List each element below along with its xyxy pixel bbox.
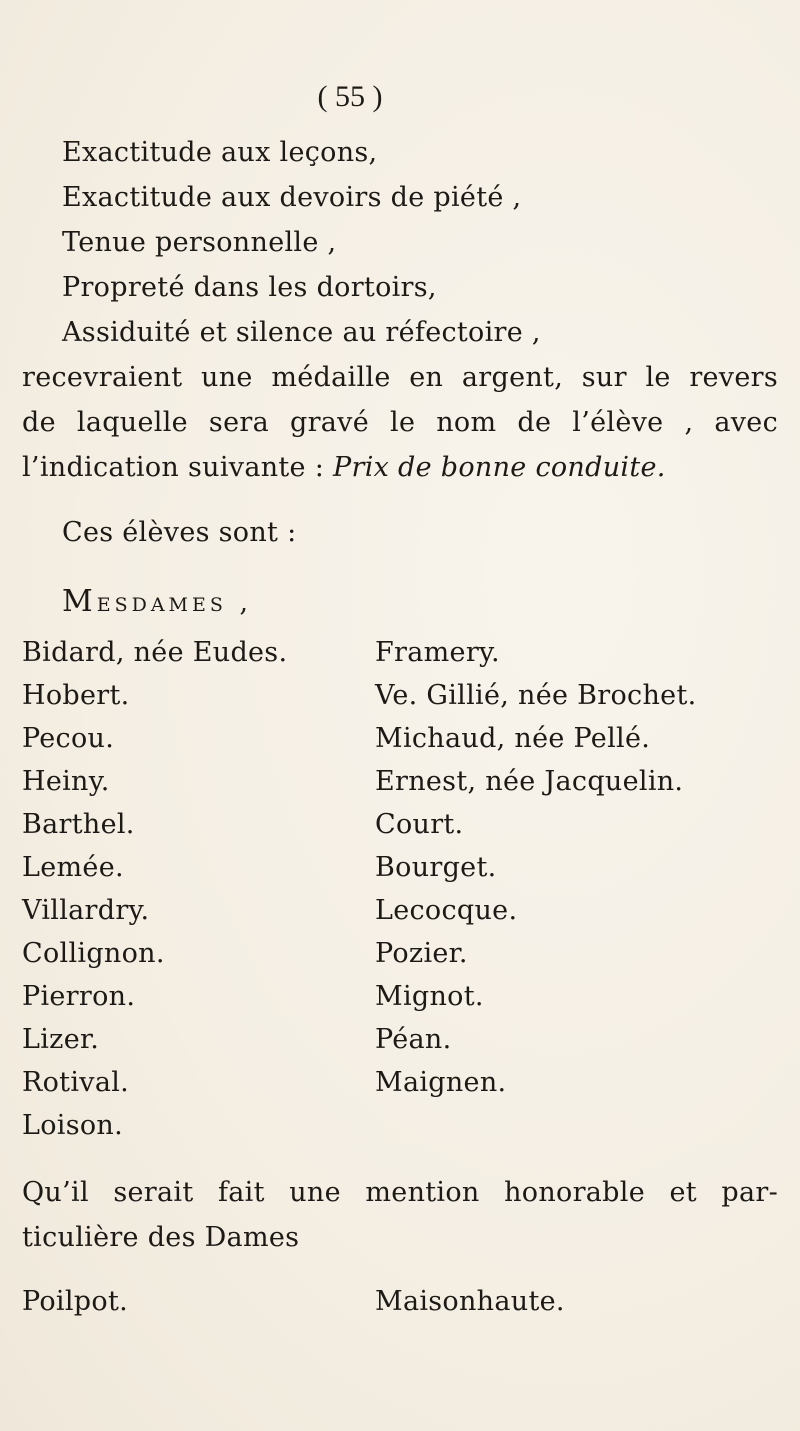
paragraph-line-3 [22,452,666,483]
paragraph-line-1: recevraient une médaille en argent, sur le revers [22,362,778,393]
name-right-10: Péan. [375,1024,452,1055]
paragraph-line-3-text: l’indication suivante : [22,452,334,483]
salutation-initial: M [62,584,97,619]
salutation-rest: ESDAMES [96,594,227,616]
name-right-11: Maignen. [375,1067,507,1098]
mention-line-2: ticulière des Dames [22,1222,300,1253]
prize-title: Prix de bonne conduite. [333,452,666,483]
intro-text: Ces élèves sont : [62,517,297,548]
salutation-comma: , [226,587,253,618]
paragraph-line-2: de laquelle sera gravé le nom de l’élève , avec [22,407,778,438]
name-left-3: Pecou. [22,723,115,754]
name-left-4: Heiny. [22,766,110,797]
name-right-1: Framery. [375,637,500,668]
name-left-9: Pierron. [22,981,136,1012]
criterion-5: Assiduité et silence au réfectoire , [62,317,541,348]
salutation-heading [62,584,252,619]
name-right-9: Mignot. [375,981,484,1012]
criterion-1: Exactitude aux leçons, [62,137,378,168]
name-right-4: Ernest, née Jacquelin. [375,766,684,797]
name-right-8: Pozier. [375,938,468,969]
name-right-6: Bourget. [375,852,497,883]
name-left-5: Barthel. [22,809,135,840]
criterion-3: Tenue personnelle , [62,227,337,258]
name-left-11: Rotival. [22,1067,130,1098]
name-left-2: Hobert. [22,680,130,711]
name-left-1: Bidard, née Eudes. [22,637,288,668]
name-right-3: Michaud, née Pellé. [375,723,651,754]
name-left-7: Villardry. [22,895,150,926]
name-right-5: Court. [375,809,464,840]
name-left-12: Loison. [22,1110,124,1141]
criterion-2: Exactitude aux devoirs de piété , [62,182,522,213]
name-left-10: Lizer. [22,1024,100,1055]
mention-line-1: Qu’il serait fait une mention honorable et par- [22,1177,778,1208]
name-right-7: Lecocque. [375,895,518,926]
name-left-8: Collignon. [22,938,165,969]
name-left-6: Lemée. [22,852,124,883]
page-number: ( 55 ) [317,80,383,113]
dame-left: Poilpot. [22,1286,128,1317]
criterion-4: Propreté dans les dortoirs, [62,272,437,303]
name-right-2: Ve. Gillié, née Brochet. [375,680,697,711]
dame-right: Maisonhaute. [375,1286,565,1317]
